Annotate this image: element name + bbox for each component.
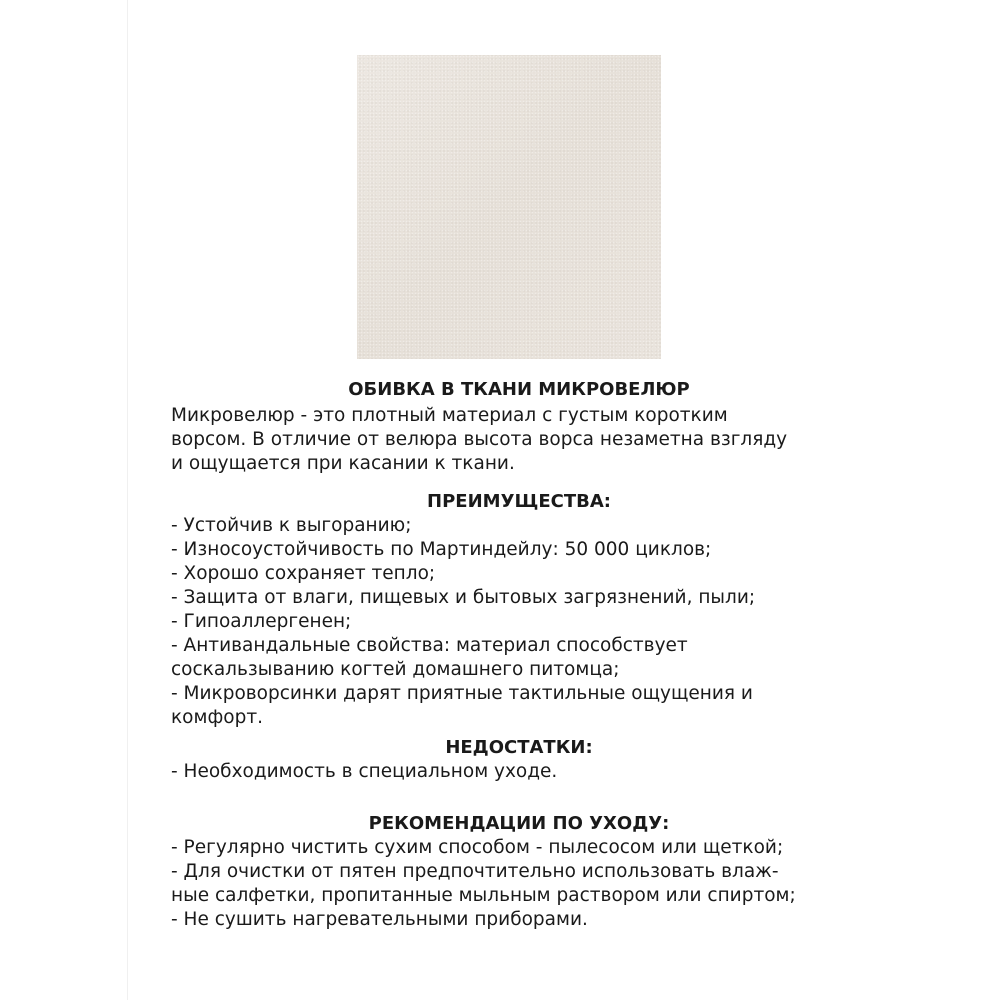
list-item: - Для очистки от пятен предпочтительно использовать влаж- ные салфетки, пропитанные мыльным раствором или спиртом; — [171, 861, 796, 906]
title-heading: ОБИВКА В ТКАНИ МИКРОВЕЛЮР — [348, 379, 690, 400]
care-list — [171, 836, 851, 932]
fabric-swatch-image — [357, 55, 661, 359]
care-heading: РЕКОМЕНДАЦИИ ПО УХОДУ: — [368, 813, 670, 834]
description-text: Микровелюр - это плотный материал с густым коротким ворсом. В отличие от велюра высота ворса незаметна взгляду и ощущается при касании к ткани. — [171, 405, 788, 474]
page-edge-divider — [127, 0, 128, 1000]
disadvantages-list — [171, 760, 851, 784]
list-item: - Регулярно чистить сухим способом - пылесосом или щеткой; — [171, 837, 784, 858]
list-item: - Защита от влаги, пищевых и бытовых загрязнений, пыли; — [171, 587, 756, 608]
list-item: - Гипоаллергенен; — [171, 611, 352, 632]
list-item: - Устойчив к выгоранию; — [171, 515, 412, 536]
list-item: - Микроворсинки дарят приятные тактильные ощущения и комфорт. — [171, 683, 753, 728]
product-description — [171, 378, 851, 932]
list-item: - Антивандальные свойства: материал способствует соскальзыванию когтей домашнего питомца; — [171, 635, 688, 680]
disadvantages-heading: НЕДОСТАТКИ: — [445, 737, 593, 758]
list-item: - Износоустойчивость по Мартиндейлу: 50 000 циклов; — [171, 539, 712, 560]
list-item: - Хорошо сохраняет тепло; — [171, 563, 436, 584]
list-item: - Не сушить нагревательными приборами. — [171, 909, 588, 930]
list-item: - Необходимость в специальном уходе. — [171, 761, 558, 782]
advantages-list — [171, 514, 851, 730]
advantages-heading: ПРЕИМУЩЕСТВА: — [427, 491, 611, 512]
